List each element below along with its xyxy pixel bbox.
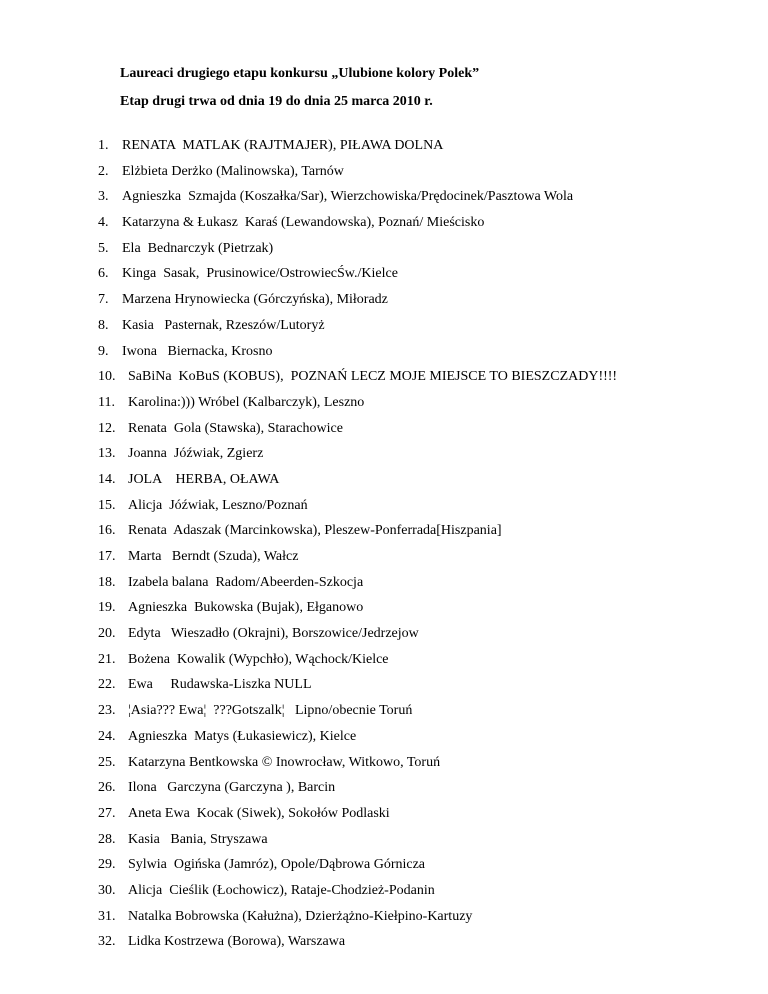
list-item-number: 25.: [98, 754, 116, 770]
list-item: [0, 344, 768, 370]
list-item-text: Agnieszka Matys (Łukasiewicz), Kielce: [128, 728, 357, 744]
list-item: [0, 832, 768, 858]
list-item-number: 9.: [98, 343, 109, 359]
list-item-text: Alicja Cieślik (Łochowicz), Rataje-Chodzież-Podanin: [128, 882, 435, 898]
list-item-number: 32.: [98, 934, 116, 950]
list-item-number: 2.: [98, 163, 109, 179]
list-item-text: Marzena Hrynowiecka (Górczyńska), Miłoradz: [122, 292, 388, 308]
list-item: [0, 549, 768, 575]
list-item-number: 3.: [98, 189, 109, 205]
list-item-number: 26.: [98, 780, 116, 796]
list-item-number: 27.: [98, 805, 116, 821]
list-item-text: Lidka Kostrzewa (Borowa), Warszawa: [128, 934, 346, 950]
document-title: Laureaci drugiego etapu konkursu „Ulubione kolory Polek”: [120, 66, 480, 81]
list-item: [0, 241, 768, 267]
list-item-text: Agnieszka Szmajda (Koszałka/Sar), Wierzchowiska/Prędocinek/Pasztowa Wola: [122, 189, 574, 205]
list-item-text: Elżbieta Derżko (Malinowska), Tarnów: [122, 163, 344, 179]
list-item-text: Kasia Pasternak, Rzeszów/Lutoryż: [122, 317, 325, 333]
list-item-text: Kasia Bania, Stryszawa: [128, 831, 268, 847]
list-item-number: 13.: [98, 446, 116, 462]
list-item-number: 11.: [98, 394, 115, 410]
laureates-list: [0, 138, 768, 960]
list-item-text: SaBiNa KoBuS (KOBUS), POZNAŃ LECZ MOJE MIEJSCE TO BIESZCZADY!!!!: [128, 369, 618, 385]
list-item: [0, 164, 768, 190]
list-item-number: 21.: [98, 651, 116, 667]
list-item-number: 12.: [98, 420, 116, 436]
list-item: [0, 703, 768, 729]
list-item-text: Karolina:))) Wróbel (Kalbarczyk), Leszno: [128, 394, 365, 410]
list-item-number: 8.: [98, 317, 109, 333]
list-item: [0, 652, 768, 678]
list-item-text: Izabela balana Radom/Abeerden-Szkocja: [128, 574, 364, 590]
list-item: [0, 215, 768, 241]
list-item-text: Bożena Kowalik (Wypchło), Wąchock/Kielce: [128, 651, 389, 667]
list-item: [0, 806, 768, 832]
list-item-number: 16.: [98, 523, 116, 539]
list-item-text: Ela Bednarczyk (Pietrzak): [122, 240, 274, 256]
list-item: [0, 318, 768, 344]
list-item: [0, 755, 768, 781]
list-item-text: Sylwia Ogińska (Jamróz), Opole/Dąbrowa Górnicza: [128, 857, 426, 873]
list-item-text: RENATA MATLAK (RAJTMAJER), PIŁAWA DOLNA: [122, 138, 444, 153]
list-item: [0, 626, 768, 652]
list-item: [0, 446, 768, 472]
list-item-text: Ewa Rudawska-Liszka NULL: [128, 677, 312, 693]
list-item: [0, 780, 768, 806]
list-item: [0, 138, 768, 164]
list-item-text: Iwona Biernacka, Krosno: [122, 343, 273, 359]
list-item: [0, 395, 768, 421]
list-item-text: Edyta Wieszadło (Okrajni), Borszowice/Jedrzejow: [128, 626, 419, 642]
list-item: [0, 677, 768, 703]
list-item: [0, 729, 768, 755]
list-item: [0, 472, 768, 498]
document-subtitle: Etap drugi trwa od dnia 19 do dnia 25 marca 2010 r.: [120, 94, 433, 109]
list-item: [0, 421, 768, 447]
list-item: [0, 600, 768, 626]
list-item: [0, 909, 768, 935]
list-item: [0, 266, 768, 292]
list-item-text: JOLA HERBA, OŁAWA: [128, 471, 280, 487]
list-item-number: 28.: [98, 831, 116, 847]
list-item-number: 20.: [98, 626, 116, 642]
list-item-number: 24.: [98, 728, 116, 744]
list-item-number: 4.: [98, 215, 109, 231]
list-item-text: Katarzyna & Łukasz Karaś (Lewandowska), Poznań/ Mieścisko: [122, 215, 485, 231]
list-item-number: 1.: [98, 138, 109, 153]
list-item: [0, 523, 768, 549]
list-item-number: 19.: [98, 600, 116, 616]
list-item-text: Natalka Bobrowska (Kałużna), Dzierżążno-Kiełpino-Kartuzy: [128, 908, 473, 924]
list-item: [0, 498, 768, 524]
list-item-text: Katarzyna Bentkowska © Inowrocław, Witkowo, Toruń: [128, 754, 441, 770]
list-item-number: 22.: [98, 677, 116, 693]
list-item-number: 7.: [98, 292, 109, 308]
list-item-text: Agnieszka Bukowska (Bujak), Ełganowo: [128, 600, 364, 616]
list-item-text: Renata Gola (Stawska), Starachowice: [128, 420, 343, 436]
list-item-text: ¦Asia??? Ewa¦ ???Gotszalk¦ Lipno/obecnie Toruń: [128, 703, 413, 719]
list-item-number: 15.: [98, 497, 116, 513]
list-item: [0, 934, 768, 960]
list-item-text: Ilona Garczyna (Garczyna ), Barcin: [128, 780, 336, 796]
list-item: [0, 883, 768, 909]
list-item-number: 29.: [98, 857, 116, 873]
list-item: [0, 189, 768, 215]
list-item-number: 5.: [98, 240, 109, 256]
list-item-number: 31.: [98, 908, 116, 924]
list-item: [0, 575, 768, 601]
list-item-text: Kinga Sasak, Prusinowice/OstrowiecŚw./Kielce: [122, 266, 398, 282]
list-item-text: Joanna Jóźwiak, Zgierz: [128, 446, 264, 462]
list-item-number: 6.: [98, 266, 109, 282]
list-item-number: 14.: [98, 471, 116, 487]
list-item-text: Alicja Jóźwiak, Leszno/Poznań: [128, 497, 308, 513]
list-item-text: Marta Berndt (Szuda), Wałcz: [128, 549, 299, 564]
list-item-number: 10.: [98, 369, 116, 385]
list-item: [0, 857, 768, 883]
list-item-text: Renata Adaszak (Marcinkowska), Pleszew-Ponferrada[Hiszpania]: [128, 523, 502, 539]
list-item-number: 30.: [98, 882, 116, 898]
list-item: [0, 292, 768, 318]
list-item-number: 18.: [98, 574, 116, 590]
list-item-number: 17.: [98, 549, 116, 564]
list-item-number: 23.: [98, 703, 116, 719]
list-item: [0, 369, 768, 395]
list-item-text: Aneta Ewa Kocak (Siwek), Sokołów Podlaski: [128, 805, 390, 821]
